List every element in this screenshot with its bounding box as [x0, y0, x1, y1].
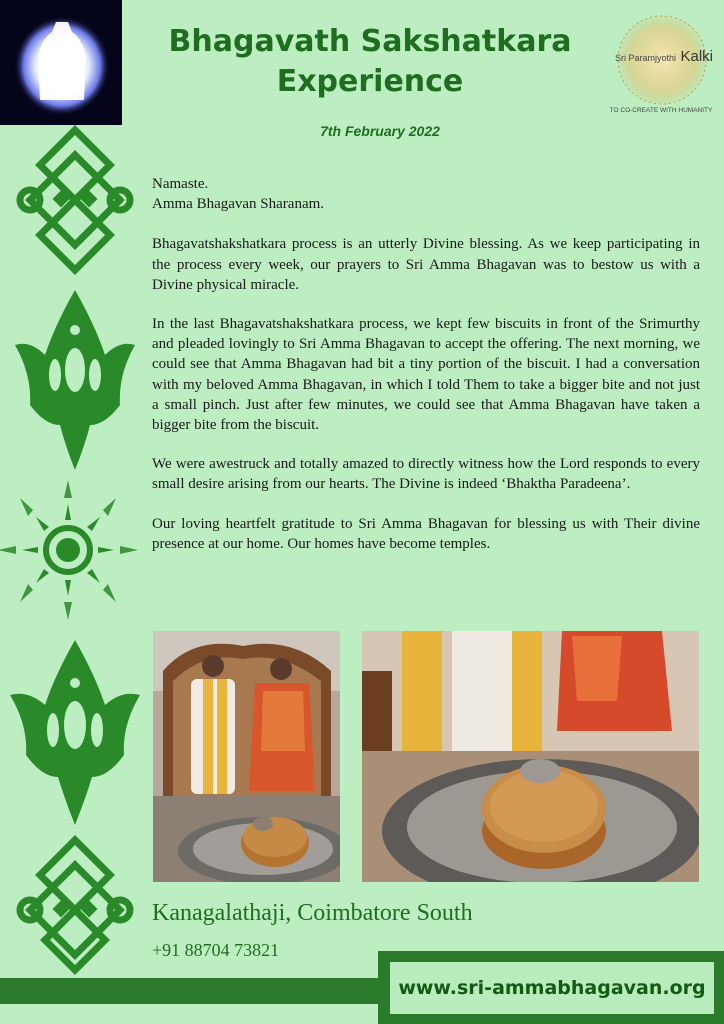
author-name: Kanagalathaji, Coimbatore South — [152, 900, 473, 926]
glowing-light-icon — [0, 0, 122, 125]
paragraph-3: We were awestruck and totally amazed to directly witness how the Lord responds to every small desire arising from our hearts. The Divine is indeed ‘Bhaktha Paradeena’. — [152, 456, 700, 493]
page-title — [150, 22, 590, 102]
paragraph-2: In the last Bhagavatshakshatkara process, we kept few biscuits in front of the Srimurthy and pleaded lovingly to Sri Amma Bhagavan to accept the offering. The next morning, we could see that Amma Bhagavan had bit a tiny portion of the biscuit. I had a conversation with my beloved Amma Bhagavan, in which I told Them to take a bigger bite and not just a small pinch. Just after few minutes, we could see that Amma Bhagavan have taken a bigger bite from the biscuit. — [152, 316, 700, 434]
greeting — [152, 174, 700, 214]
website-link[interactable]: www.sri-ammabhagavan.org — [398, 977, 706, 999]
logo-prefix: Sri Paramjyothi — [615, 53, 677, 63]
author-phone: +91 88704 73821 — [152, 940, 280, 960]
greeting-line-1: Namaste. — [152, 176, 209, 192]
decorative-ornament-column — [0, 125, 150, 985]
paragraph-1: Bhagavatshakshatkara process is an utterly Divine blessing. As we keep participating in the process every week, our prayers to Sri Amma Bhagavan was to bestow us with a Divine physical miracle. — [152, 236, 700, 293]
greeting-line-2: Amma Bhagavan Sharanam. — [152, 196, 325, 213]
logo-tagline: TO CO-CREATE WITH HUMANITY — [609, 107, 713, 114]
title-line-1: Bhagavath Sakshatkara — [168, 24, 572, 59]
website-badge[interactable] — [390, 962, 714, 1014]
paragraph-4: Our loving heartfelt gratitude to Sri Amma Bhagavan for blessing us with Their divine presence at our home. Our homes have become temples. — [152, 515, 700, 552]
title-line-2: Experience — [276, 64, 464, 99]
letter-body — [152, 174, 700, 573]
logo-text — [604, 48, 724, 66]
logo-brand: Kalki — [680, 48, 713, 65]
photo-bitten-biscuit — [362, 631, 699, 882]
photo-deities-with-offering — [153, 631, 340, 882]
date-label: 7th February 2022 — [320, 123, 440, 139]
